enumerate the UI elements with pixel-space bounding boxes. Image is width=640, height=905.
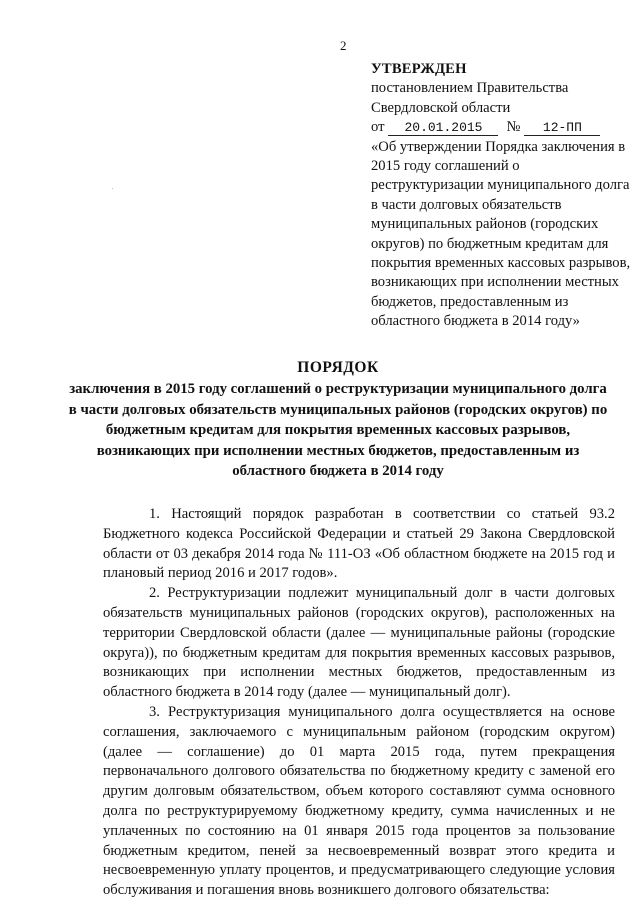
paragraph-3: 3. Реструктуризация муниципального долга осуществляется на основе соглашения, заключаемого с муниципальным районом (городским округом) (далее — соглашение) до 01 марта 2015 года, путем прекращения первоначального долгового обязательства по бюджетному кредиту с заменой его другим долговым обязательством, объем которого составляют сумма основного долга по реструктурируемому бюджетному кредиту, сумма начисленных и не уплаченных по состоянию на 01 января 2015 года процентов за пользование бюджетным кредитом, пеней за несвоевременный возврат этого кредита и несвоевременную уплату процентов, и предусматривающего следующие условия обслуживания и погашения вновь возникшего долгового обязательства: <box>103 703 615 899</box>
approval-block <box>371 60 631 332</box>
document-body <box>103 505 615 901</box>
from-label: от <box>371 119 385 136</box>
approval-date: 20.01.2015 <box>388 120 498 136</box>
approval-line-1: постановлением Правительства <box>371 80 569 97</box>
approval-heading: УТВЕРЖДЕН <box>371 61 467 77</box>
approval-number: 12-ПП <box>524 120 600 136</box>
paragraph-1: 1. Настоящий порядок разработан в соответствии со статьей 93.2 Бюджетного кодекса Российской Федерации и статьей 29 Закона Свердловской области от 03 декабря 2014 года № 111-ОЗ «Об областном бюджете на 2015 год и плановый период 2016 и 2017 годов». <box>103 506 615 582</box>
approval-line-2: Свердловской области <box>371 99 511 116</box>
document-subtitle: заключения в 2015 году соглашений о реструктуризации муниципального долга в части долговых обязательств муниципальных районов (городских округов) по бюджетным кредитам для покрытия временных кассовых разрывов, возникающих при исполнении местных бюджетов, предоставленным из областного бюджета в 2014 году <box>68 381 608 479</box>
page-number: 2 <box>340 38 347 53</box>
approval-date-line <box>371 118 631 137</box>
document-title: ПОРЯДОК <box>297 359 379 376</box>
document-title-block <box>68 358 608 482</box>
scan-speck <box>112 188 113 189</box>
paragraph-2: 2. Реструктуризации подлежит муниципальный долг в части долговых обязательств муниципальных районов (городских округов), расположенных на территории Свердловской области (далее — муниципальные районы (городские округа)), по бюджетным кредитам для покрытия временных кассовых разрывов, возникающих при исполнении местных бюджетов, предоставленным из областного бюджета в 2014 году (далее — муниципальный долг). <box>103 585 615 701</box>
number-label: № <box>506 119 521 136</box>
approval-title: «Об утверждении Порядка заключения в 2015 году соглашений о реструктуризации муниципального долга в части долговых обязательств муниципальных районов (городских округов) по бюджетным кредитам для покрытия временных кассовых разрывов, возникающих при исполнении местных бюджетов, предоставленным из областного бюджета в 2014 году» <box>371 138 631 330</box>
